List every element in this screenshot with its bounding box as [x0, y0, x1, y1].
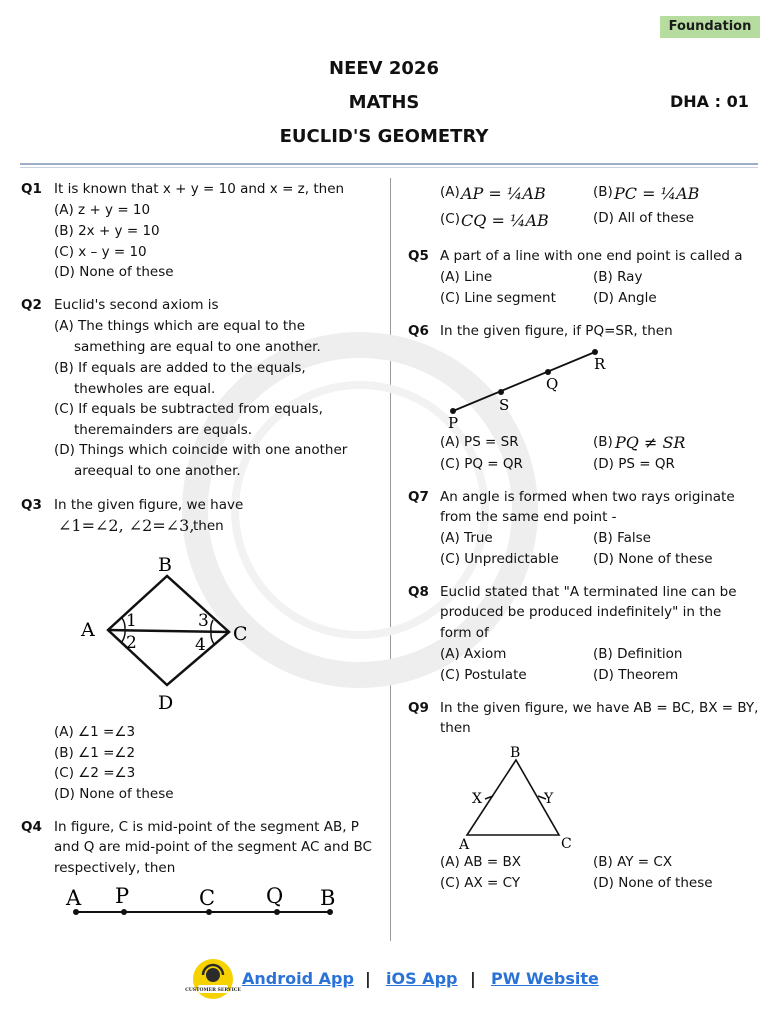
q9-label-c: C — [561, 836, 572, 852]
q9-label-b: B — [510, 745, 521, 761]
q4-option-c-math: CQ = ¼AB — [461, 211, 549, 230]
q7-option-a: (A) True — [440, 530, 493, 546]
q6-number: Q6 — [408, 323, 429, 339]
q7-option-c: (C) Unpredictable — [440, 551, 559, 567]
q6-option-c: (C) PQ = QR — [440, 456, 523, 472]
q4-text-line1: In figure, C is mid-point of the segment AB, P — [54, 819, 359, 835]
q3-angle-2: 2 — [126, 633, 137, 653]
q8-option-a: (A) Axiom — [440, 646, 507, 662]
q3-math: ∠1=∠2, ∠2=∠3, — [58, 516, 195, 535]
q4-label-b: B — [320, 886, 336, 910]
q4-number: Q4 — [21, 819, 42, 835]
q4-option-b-label: (B) — [593, 184, 613, 200]
q2-option-a: (A) The things which are equal to the — [54, 318, 305, 334]
q6-option-b-label: (B) — [593, 434, 613, 450]
q4-label-q: Q — [266, 884, 284, 908]
q4-label-p: P — [115, 884, 130, 908]
q4-option-b-math: PC = ¼AB — [614, 184, 700, 203]
q1-option-d: (D) None of these — [54, 264, 174, 280]
q9-option-c: (C) AX = CY — [440, 875, 521, 891]
footer-separator-2: | — [470, 969, 476, 988]
q3-label-c: C — [233, 623, 248, 645]
q5-option-a: (A) Line — [440, 269, 493, 285]
android-app-link[interactable]: Android App — [242, 969, 354, 988]
q3-text: In the given figure, we have — [54, 497, 244, 513]
q9-label-y: Y — [544, 791, 554, 807]
q6-label-p: P — [448, 414, 459, 432]
q2-option-d-cont: areequal to one another. — [74, 463, 241, 479]
q9-label-x: X — [472, 791, 482, 807]
q6-option-a: (A) PS = SR — [440, 434, 519, 450]
q5-number: Q5 — [408, 248, 429, 264]
q3-angle-3: 3 — [198, 611, 209, 631]
q3-option-b: (B) ∠1 =∠2 — [54, 745, 136, 761]
footer-links — [185, 958, 612, 1000]
foundation-badge: Foundation — [660, 16, 760, 38]
customer-service-logo-icon — [185, 958, 241, 1000]
q3-label-b: B — [158, 554, 172, 576]
q7-option-d: (D) None of these — [593, 551, 713, 567]
q4-label-c: C — [199, 886, 216, 910]
subject-title: MATHS — [348, 92, 420, 113]
footer-separator-1: | — [365, 969, 371, 988]
header-divider — [20, 163, 758, 165]
q4-text-line3: respectively, then — [54, 860, 176, 876]
q8-text-line2: produced be produced indefinitely" in the — [440, 604, 722, 620]
q9-triangle-figure — [455, 742, 585, 854]
q1-option-a: (A) z + y = 10 — [54, 202, 151, 218]
q2-number: Q2 — [21, 297, 42, 313]
logo-text: CUSTOMER SERVICE — [185, 988, 241, 993]
q1-option-c: (C) x – y = 10 — [54, 244, 147, 260]
q8-option-c: (C) Postulate — [440, 667, 527, 683]
q8-option-b: (B) Definition — [593, 646, 683, 662]
pw-website-link[interactable]: PW Website — [491, 969, 599, 988]
q2-text: Euclid's second axiom is — [54, 297, 219, 313]
q3-option-a: (A) ∠1 =∠3 — [54, 724, 136, 740]
q4-option-c-label: (C) — [440, 211, 460, 227]
q2-option-a-cont: samething are equal to one another. — [74, 339, 321, 355]
q2-option-b: (B) If equals are added to the equals, — [54, 360, 306, 376]
q9-option-d: (D) None of these — [593, 875, 713, 891]
q9-option-a: (A) AB = BX — [440, 854, 521, 870]
exam-title: NEEV 2026 — [329, 58, 439, 79]
q4-segment-figure — [58, 880, 348, 922]
q8-text-line3: form of — [440, 625, 489, 641]
q4-option-d: (D) All of these — [593, 210, 695, 226]
q9-text-line2: then — [440, 720, 471, 736]
q3-angle-1: 1 — [126, 611, 137, 631]
q7-option-b: (B) False — [593, 530, 651, 546]
q3-option-c: (C) ∠2 =∠3 — [54, 765, 136, 781]
q9-number: Q9 — [408, 700, 429, 716]
q3-number: Q3 — [21, 497, 42, 513]
q1-number: Q1 — [21, 181, 42, 197]
q4-option-a-label: (A) — [440, 184, 460, 200]
q1-text: It is known that x + y = 10 and x = z, then — [54, 181, 345, 197]
q5-option-d: (D) Angle — [593, 290, 657, 306]
q3-angle-4: 4 — [195, 635, 206, 655]
q6-line-figure — [440, 342, 620, 432]
q9-option-b: (B) AY = CX — [593, 854, 673, 870]
q2-option-c-cont: theremainders are equals. — [74, 422, 253, 438]
chapter-title: EUCLID'S GEOMETRY — [279, 126, 489, 147]
q8-text-line1: Euclid stated that "A terminated line can be — [440, 584, 737, 600]
q6-label-r: R — [594, 355, 606, 373]
q7-number: Q7 — [408, 489, 429, 505]
header-divider-thin — [20, 167, 758, 168]
q6-label-s: S — [499, 396, 510, 414]
q2-option-b-cont: thewholes are equal. — [74, 381, 216, 397]
q5-option-b: (B) Ray — [593, 269, 643, 285]
q8-number: Q8 — [408, 584, 429, 600]
q6-option-d: (D) PS = QR — [593, 456, 675, 472]
q1-option-b: (B) 2x + y = 10 — [54, 223, 160, 239]
ios-app-link[interactable]: iOS App — [386, 969, 458, 988]
q3-label-d: D — [158, 692, 174, 714]
q4-label-a: A — [66, 886, 82, 910]
q4-text-line2: and Q are mid-point of the segment AC and BC — [54, 839, 372, 855]
q7-text-line2: from the same end point - — [440, 509, 617, 525]
q6-label-q: Q — [546, 375, 559, 393]
q3-rhombus-figure — [78, 552, 268, 714]
q7-text-line1: An angle is formed when two rays originate — [440, 489, 735, 505]
q6-option-b-math: PQ ≠ SR — [615, 433, 686, 452]
q3-label-a: A — [81, 619, 95, 641]
dha-label: DHA : 01 — [670, 92, 749, 111]
q6-text: In the given figure, if PQ=SR, then — [440, 323, 673, 339]
q3-option-d: (D) None of these — [54, 786, 174, 802]
q9-text-line1: In the given figure, we have AB = BC, BX = BY, — [440, 700, 759, 716]
q2-option-c: (C) If equals be subtracted from equals, — [54, 401, 323, 417]
q4-option-a-math: AP = ¼AB — [461, 184, 546, 203]
q5-text: A part of a line with one end point is called a — [440, 248, 743, 264]
q3-then: then — [193, 518, 224, 534]
q9-label-a: A — [459, 837, 470, 853]
q2-option-d: (D) Things which coincide with one another — [54, 442, 348, 458]
q5-option-c: (C) Line segment — [440, 290, 556, 306]
q8-option-d: (D) Theorem — [593, 667, 679, 683]
